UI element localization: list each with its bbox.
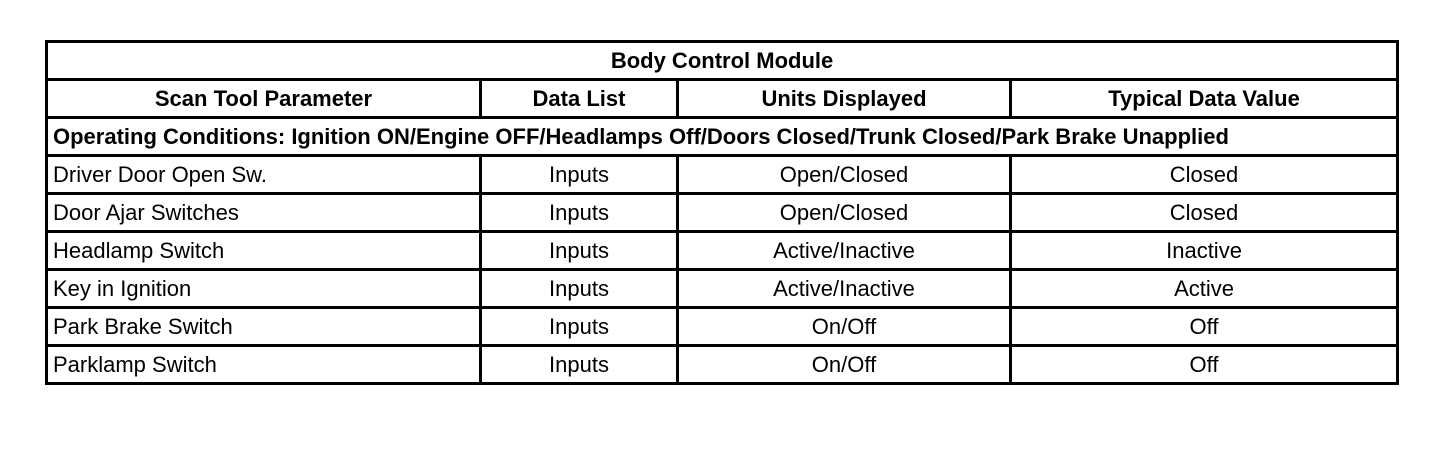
body-control-module-table <box>45 40 1399 385</box>
value-cell: Active <box>1011 270 1398 308</box>
units-cell: On/Off <box>678 346 1011 384</box>
parameter-cell: Park Brake Switch <box>47 308 481 346</box>
value-cell: Inactive <box>1011 232 1398 270</box>
header-typical-data-value: Typical Data Value <box>1011 80 1398 118</box>
data-list-cell: Inputs <box>481 308 678 346</box>
units-cell: Open/Closed <box>678 194 1011 232</box>
operating-conditions: Operating Conditions: Ignition ON/Engine OFF/Headlamps Off/Doors Closed/Trunk Closed/Park Brake Unapplied <box>47 118 1398 156</box>
value-cell: Off <box>1011 308 1398 346</box>
operating-conditions-row <box>47 118 1398 156</box>
table-row <box>47 194 1398 232</box>
value-cell: Closed <box>1011 194 1398 232</box>
value-cell: Closed <box>1011 156 1398 194</box>
units-cell: On/Off <box>678 308 1011 346</box>
data-list-cell: Inputs <box>481 346 678 384</box>
units-cell: Active/Inactive <box>678 232 1011 270</box>
units-cell: Active/Inactive <box>678 270 1011 308</box>
data-list-cell: Inputs <box>481 156 678 194</box>
parameter-cell: Key in Ignition <box>47 270 481 308</box>
parameter-cell: Door Ajar Switches <box>47 194 481 232</box>
data-list-cell: Inputs <box>481 270 678 308</box>
table-row <box>47 270 1398 308</box>
header-row <box>47 80 1398 118</box>
header-scan-tool-parameter: Scan Tool Parameter <box>47 80 481 118</box>
value-cell: Off <box>1011 346 1398 384</box>
data-list-cell: Inputs <box>481 232 678 270</box>
table-row <box>47 308 1398 346</box>
header-data-list: Data List <box>481 80 678 118</box>
units-cell: Open/Closed <box>678 156 1011 194</box>
parameter-cell: Headlamp Switch <box>47 232 481 270</box>
data-list-cell: Inputs <box>481 194 678 232</box>
table-title: Body Control Module <box>47 42 1398 80</box>
parameter-cell: Driver Door Open Sw. <box>47 156 481 194</box>
table-row <box>47 156 1398 194</box>
header-units-displayed: Units Displayed <box>678 80 1011 118</box>
table-row <box>47 232 1398 270</box>
title-row <box>47 42 1398 80</box>
parameter-cell: Parklamp Switch <box>47 346 481 384</box>
table-row <box>47 346 1398 384</box>
